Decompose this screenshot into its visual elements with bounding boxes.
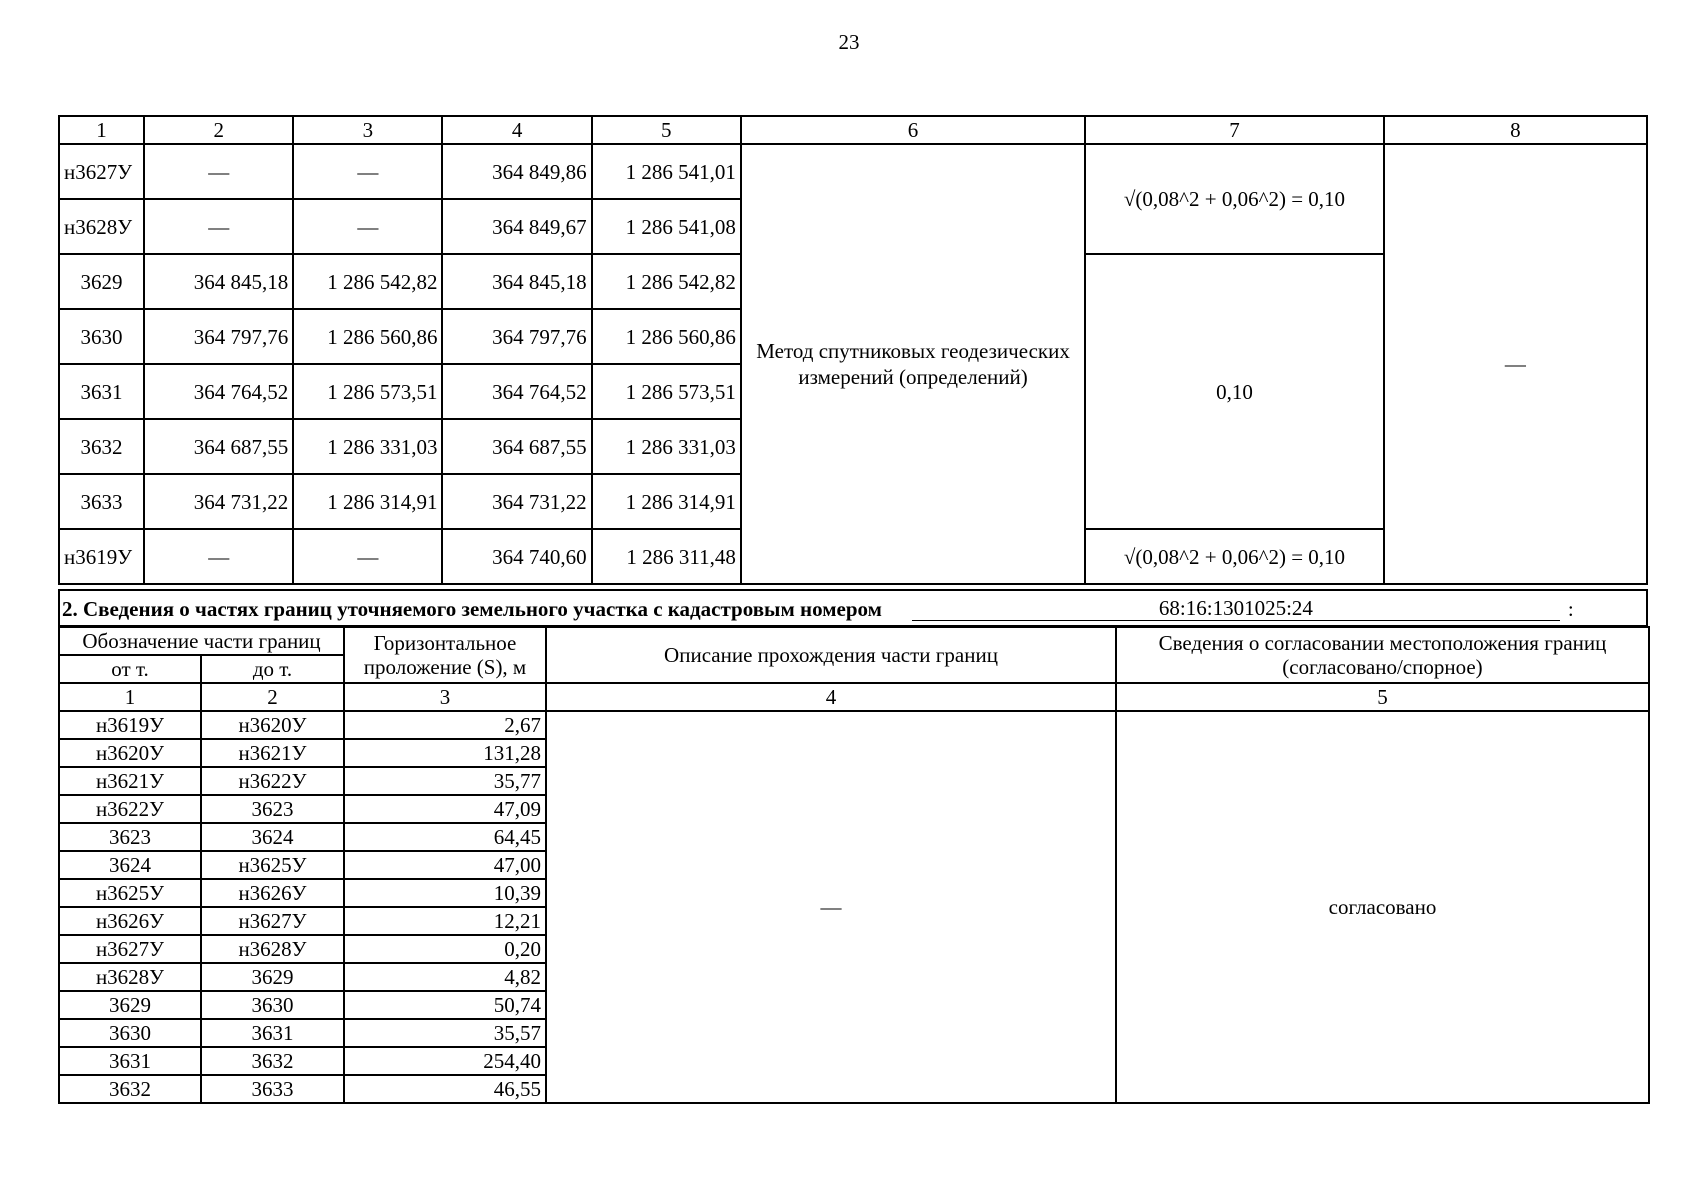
accuracy-top: √(0,08^2 + 0,06^2) = 0,10 — [1085, 144, 1383, 254]
to-point: 3633 — [201, 1075, 344, 1103]
table-row — [59, 144, 1647, 199]
to-point: 3631 — [201, 1019, 344, 1047]
y-old: — — [293, 144, 442, 199]
to-point: н3628У — [201, 935, 344, 963]
length: 50,74 — [344, 991, 546, 1019]
header-part: Обозначение части границ — [59, 627, 344, 655]
column-8-value: — — [1384, 144, 1647, 584]
from-point: 3629 — [59, 991, 201, 1019]
y-new: 1 286 560,86 — [592, 309, 741, 364]
from-point: н3626У — [59, 907, 201, 935]
column-number: 1 — [59, 116, 144, 144]
description-cell: — — [546, 711, 1116, 1103]
from-point: 3623 — [59, 823, 201, 851]
length: 47,09 — [344, 795, 546, 823]
column-number: 5 — [1116, 683, 1649, 711]
x-old: 364 731,22 — [144, 474, 293, 529]
y-old: 1 286 573,51 — [293, 364, 442, 419]
y-new: 1 286 331,03 — [592, 419, 741, 474]
section-2-title-cell — [59, 590, 1647, 626]
x-old: 364 797,76 — [144, 309, 293, 364]
y-new: 1 286 311,48 — [592, 529, 741, 584]
x-new: 364 740,60 — [442, 529, 591, 584]
length: 4,82 — [344, 963, 546, 991]
from-point: 3632 — [59, 1075, 201, 1103]
length: 131,28 — [344, 739, 546, 767]
point-id: н3619У — [59, 529, 144, 584]
section-2-title: 2. Сведения о частях границ уточняемого земельного участка с кадастровым номером — [62, 596, 882, 621]
column-number: 3 — [293, 116, 442, 144]
column-number: 7 — [1085, 116, 1383, 144]
column-number: 5 — [592, 116, 741, 144]
length: 46,55 — [344, 1075, 546, 1103]
cadastral-colon: : — [1567, 596, 1574, 621]
length: 35,57 — [344, 1019, 546, 1047]
y-old: 1 286 542,82 — [293, 254, 442, 309]
point-id: н3627У — [59, 144, 144, 199]
header-to: до т. — [201, 655, 344, 683]
to-point: 3629 — [201, 963, 344, 991]
from-point: 3624 — [59, 851, 201, 879]
header-from: от т. — [59, 655, 201, 683]
y-new: 1 286 541,08 — [592, 199, 741, 254]
to-point: н3626У — [201, 879, 344, 907]
header-agreement: Сведения о согласовании местоположения границ (согласовано/спорное) — [1116, 627, 1649, 683]
column-number: 4 — [442, 116, 591, 144]
x-new: 364 845,18 — [442, 254, 591, 309]
length: 0,20 — [344, 935, 546, 963]
x-new: 364 849,67 — [442, 199, 591, 254]
to-point: н3622У — [201, 767, 344, 795]
accuracy-middle: 0,10 — [1085, 254, 1383, 529]
from-point: н3627У — [59, 935, 201, 963]
x-old: 364 687,55 — [144, 419, 293, 474]
point-id: 3631 — [59, 364, 144, 419]
boundary-parts-table — [58, 626, 1650, 1104]
y-new: 1 286 542,82 — [592, 254, 741, 309]
from-point: н3619У — [59, 711, 201, 739]
from-point: н3622У — [59, 795, 201, 823]
length: 12,21 — [344, 907, 546, 935]
column-number: 1 — [59, 683, 201, 711]
cadastral-number: 68:16:1301025:24 — [912, 596, 1560, 621]
to-point: н3620У — [201, 711, 344, 739]
agreement-cell: согласовано — [1116, 711, 1649, 1103]
column-number: 2 — [144, 116, 293, 144]
y-new: 1 286 314,91 — [592, 474, 741, 529]
x-new: 364 764,52 — [442, 364, 591, 419]
column-number: 2 — [201, 683, 344, 711]
header-description: Описание прохождения части границ — [546, 627, 1116, 683]
from-point: н3625У — [59, 879, 201, 907]
to-point: 3632 — [201, 1047, 344, 1075]
length: 64,45 — [344, 823, 546, 851]
length: 254,40 — [344, 1047, 546, 1075]
section-2-title-table — [58, 589, 1648, 627]
header-length: Горизонтальное проложение (S), м — [344, 627, 546, 683]
column-number: 6 — [741, 116, 1085, 144]
column-number: 4 — [546, 683, 1116, 711]
point-id: 3632 — [59, 419, 144, 474]
boundary-column-numbers — [59, 683, 1649, 711]
to-point: н3627У — [201, 907, 344, 935]
length: 2,67 — [344, 711, 546, 739]
length: 47,00 — [344, 851, 546, 879]
to-point: н3621У — [201, 739, 344, 767]
from-point: н3621У — [59, 767, 201, 795]
to-point: н3625У — [201, 851, 344, 879]
y-new: 1 286 541,01 — [592, 144, 741, 199]
x-old: 364 764,52 — [144, 364, 293, 419]
y-old: — — [293, 529, 442, 584]
from-point: н3628У — [59, 963, 201, 991]
to-point: 3630 — [201, 991, 344, 1019]
from-point: 3630 — [59, 1019, 201, 1047]
boundary-header-row — [59, 627, 1649, 655]
column-number: 3 — [344, 683, 546, 711]
point-id: 3633 — [59, 474, 144, 529]
x-new: 364 797,76 — [442, 309, 591, 364]
point-id: 3630 — [59, 309, 144, 364]
accuracy-bottom: √(0,08^2 + 0,06^2) = 0,10 — [1085, 529, 1383, 584]
from-point: 3631 — [59, 1047, 201, 1075]
coordinates-header-row — [59, 116, 1647, 144]
x-new: 364 731,22 — [442, 474, 591, 529]
x-new: 364 687,55 — [442, 419, 591, 474]
y-old: — — [293, 199, 442, 254]
y-old: 1 286 314,91 — [293, 474, 442, 529]
point-id: 3629 — [59, 254, 144, 309]
x-old: — — [144, 529, 293, 584]
y-old: 1 286 560,86 — [293, 309, 442, 364]
x-old: — — [144, 199, 293, 254]
length: 35,77 — [344, 767, 546, 795]
x-old: — — [144, 144, 293, 199]
y-new: 1 286 573,51 — [592, 364, 741, 419]
method-cell: Метод спутниковых геодезических измерений (определений) — [741, 144, 1085, 584]
y-old: 1 286 331,03 — [293, 419, 442, 474]
from-point: н3620У — [59, 739, 201, 767]
coordinates-table — [58, 115, 1648, 585]
to-point: 3624 — [201, 823, 344, 851]
point-id: н3628У — [59, 199, 144, 254]
table-row — [59, 711, 1649, 739]
length: 10,39 — [344, 879, 546, 907]
x-new: 364 849,86 — [442, 144, 591, 199]
column-number: 8 — [1384, 116, 1647, 144]
page-number: 23 — [838, 30, 860, 54]
x-old: 364 845,18 — [144, 254, 293, 309]
to-point: 3623 — [201, 795, 344, 823]
